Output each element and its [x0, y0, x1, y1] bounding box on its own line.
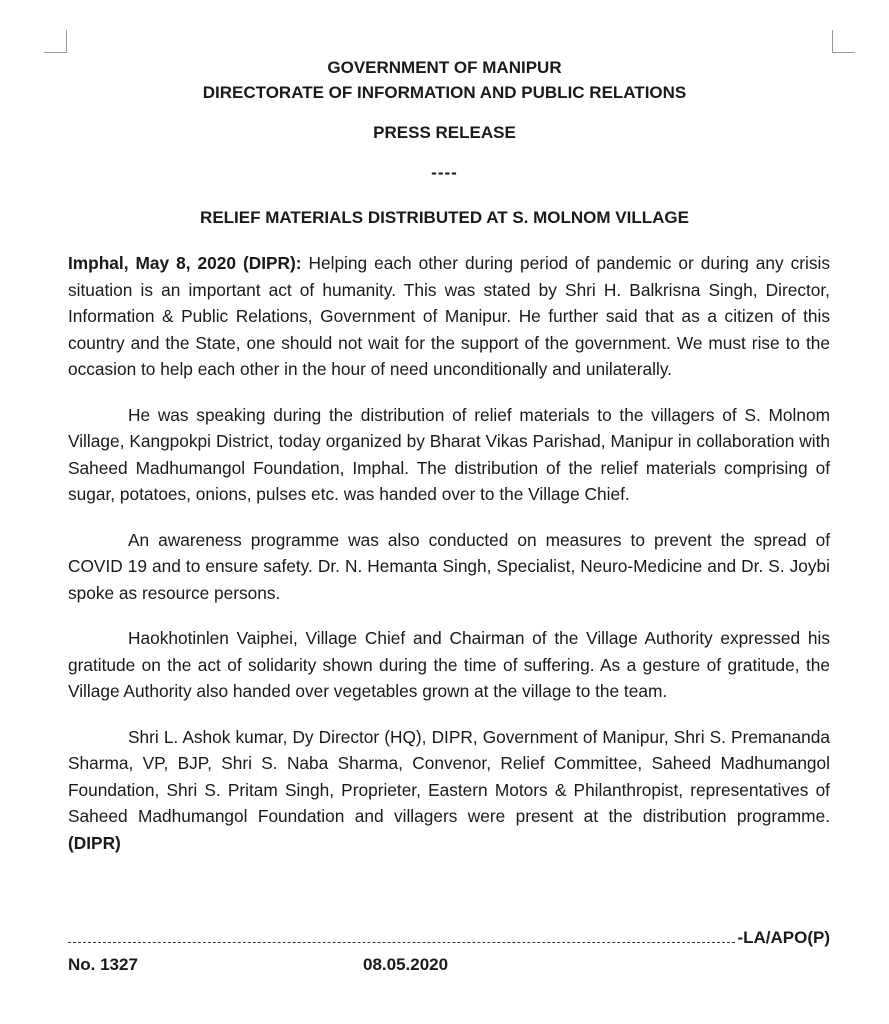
- paragraph-3: An awareness programme was also conducted on measures to prevent the spread of COVID 19 and to ensure safety. Dr. N. Hemanta Singh, Specialist, Neuro-Medicine and Dr. S. Joybi spoke as resource persons.: [68, 529, 830, 603]
- dateline: Imphal, May 8, 2020 (DIPR):: [68, 253, 302, 273]
- press-release-body: [68, 250, 830, 875]
- press-release-heading: PRESS RELEASE: [373, 123, 516, 142]
- release-number: No. 1327: [68, 955, 138, 974]
- crop-mark-top-left: [44, 30, 67, 53]
- paragraph-5: [68, 724, 830, 857]
- heading-separator: ----: [431, 163, 458, 182]
- signature-initials: -LA/APO(P): [737, 928, 830, 947]
- release-date: 08.05.2020: [363, 955, 449, 974]
- paragraph-2: He was speaking during the distribution of relief materials to the villagers of S. Molnom Village, Kangpokpi District, today organized by Bharat Vikas Parishad, Manipur in collaboration with Saheed Madhumangol Foundation, Imphal. The distribution of the relief materials comprising of sugar, potatoes, onions, pulses etc. was handed over to the Village Chief.: [68, 404, 830, 504]
- directorate-heading: DIRECTORATE OF INFORMATION AND PUBLIC RELATIONS: [202, 83, 687, 102]
- paragraph-5-text: Shri L. Ashok kumar, Dy Director (HQ), DIPR, Government of Manipur, Shri S. Premananda Sharma, VP, BJP, Shri S. Naba Sharma, Convenor, Relief Committee, Saheed Madhumangol Foundation, Shri S. Pritam Singh, Proprieter, Eastern Motors & Philanthropist, representatives of Saheed Madhumangol Foundation and villagers were present at the distribution programme.: [68, 726, 830, 826]
- paragraph-1-text: Helping each other during period of pandemic or during any crisis situation is an important act of humanity. This was stated by Shri H. Balkrisna Singh, Director, Information & Public Relations, Government of Manipur. He further said that as a citizen of this country and the State, one should not wait for the support of the government. We must rise to the occasion to help each other in the hour of need unconditionally and unilaterally.: [68, 253, 830, 379]
- paragraph-1: [68, 250, 830, 383]
- crop-mark-top-right: [832, 30, 855, 53]
- signature-line: [68, 928, 830, 948]
- paragraph-4: Haokhotinlen Vaiphei, Village Chief and Chairman of the Village Authority expressed his gratitude on the act of solidarity shown during the time of suffering. As a gesture of gratitude, the Village Authority also handed over vegetables grown at the village to the team.: [68, 628, 830, 701]
- dipr-tag: (DIPR): [68, 832, 121, 853]
- dashed-rule: [68, 933, 735, 943]
- government-heading: GOVERNMENT OF MANIPUR: [327, 58, 562, 77]
- release-title: RELIEF MATERIALS DISTRIBUTED AT S. MOLNOM VILLAGE: [200, 208, 689, 227]
